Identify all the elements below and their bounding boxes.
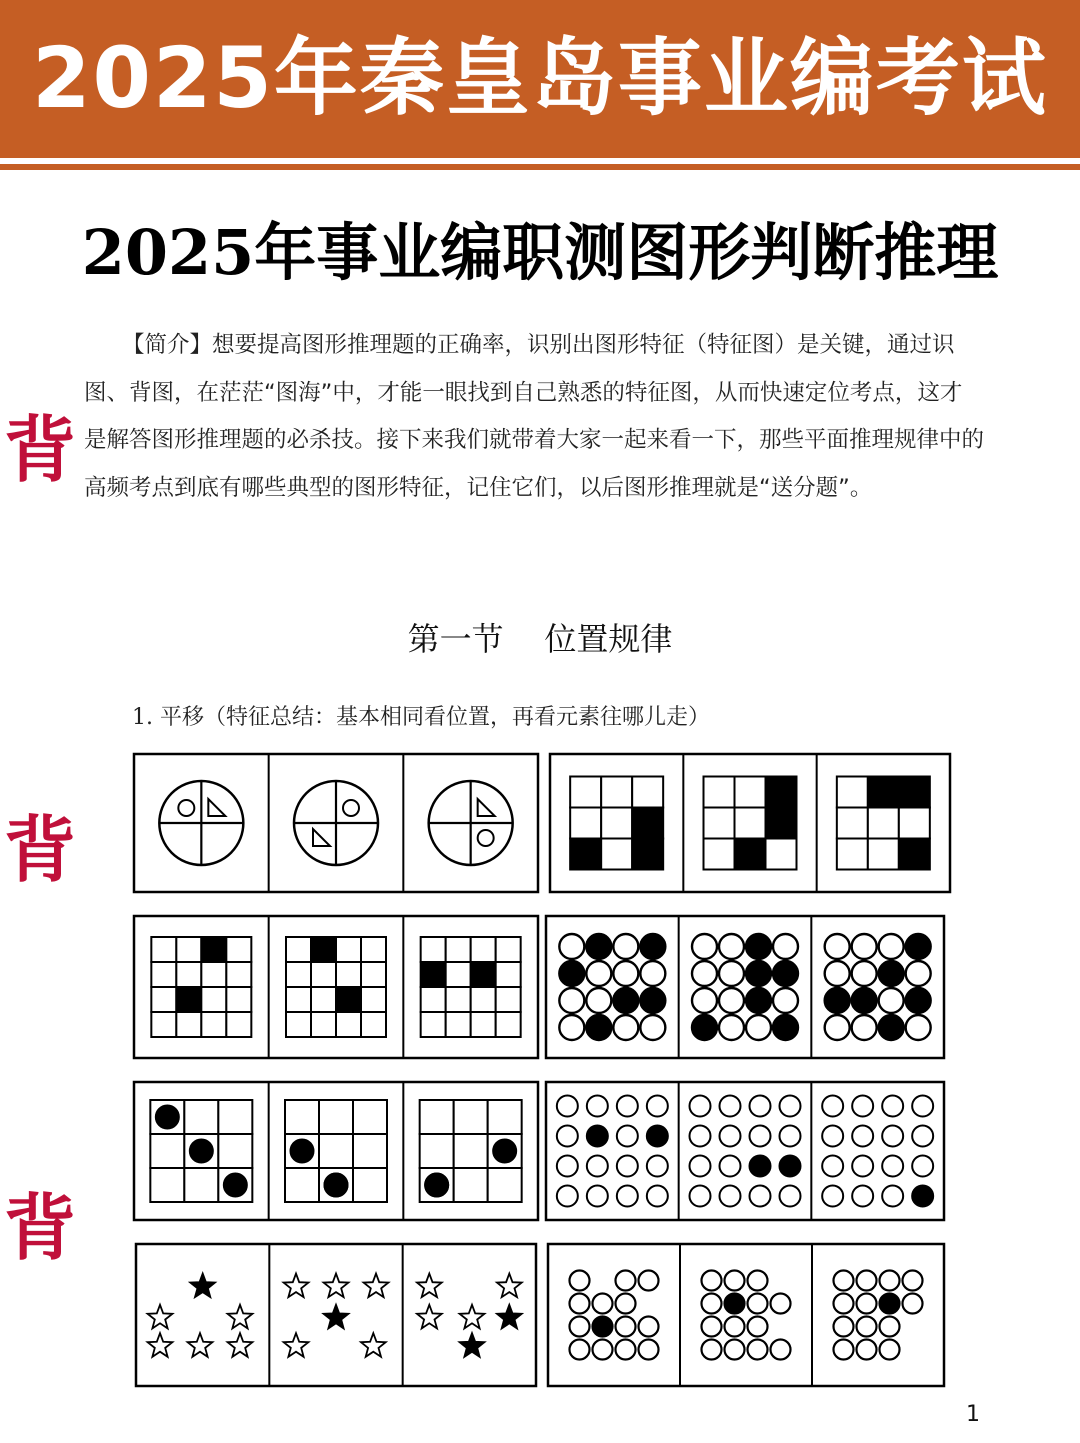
matrix-circle [773, 961, 798, 986]
matrix-circle [746, 988, 771, 1013]
pattern-circle [903, 1294, 923, 1314]
matrix-circle [719, 934, 744, 959]
matrix-circle [692, 934, 717, 959]
grid-dot [155, 1105, 179, 1129]
matrix-circle [746, 961, 771, 986]
dot-grid-cell [150, 1134, 184, 1168]
four-grid-cell [361, 1012, 386, 1037]
dot-circle [720, 1096, 741, 1117]
block-grid-cell [632, 808, 663, 839]
star [188, 1333, 213, 1357]
pattern-circle [725, 1294, 745, 1314]
matrix-circle [825, 961, 850, 986]
document-title: 2025年事业编职测图形判断推理 [81, 216, 999, 289]
pattern-circle [593, 1340, 613, 1360]
small-circle [343, 800, 359, 816]
matrix-circle [825, 934, 850, 959]
pattern-circle [639, 1317, 659, 1337]
matrix-circle [906, 934, 931, 959]
dot-grid-cell [488, 1168, 522, 1202]
four-grid-cell [496, 962, 521, 987]
matrix-circle [586, 934, 611, 959]
block-grid-cell [570, 777, 601, 808]
matrix-circle [879, 1015, 904, 1040]
matrix-circle [852, 1015, 877, 1040]
banner-title: 2025年秦皇岛事业编考试 [32, 29, 1048, 127]
star [228, 1333, 253, 1357]
dot-grid-cell [184, 1168, 218, 1202]
pattern-circle [725, 1317, 745, 1337]
dot-circle [617, 1186, 638, 1207]
grid-dot [189, 1139, 213, 1163]
matrix-circle [719, 988, 744, 1013]
dot-grid-cell [420, 1134, 454, 1168]
four-grid-cell [496, 987, 521, 1012]
four-grid-cell [311, 962, 336, 987]
matrix-circle [640, 934, 665, 959]
dot-circle [780, 1186, 801, 1207]
star [228, 1305, 253, 1329]
four-grid-cell [286, 1012, 311, 1037]
pattern-circle [570, 1340, 590, 1360]
star [497, 1305, 522, 1329]
block-grid-cell [766, 777, 797, 808]
block-grid-cell [570, 808, 601, 839]
dot-circle [647, 1096, 668, 1117]
pattern-circle [857, 1271, 877, 1291]
star [497, 1274, 522, 1298]
matrix-circle [852, 961, 877, 986]
dot-circle [750, 1156, 771, 1177]
dot-circle [780, 1096, 801, 1117]
block-grid-cell [899, 839, 930, 870]
block-grid-cell [704, 808, 735, 839]
pattern-circle [748, 1317, 768, 1337]
panel-dot-grids [134, 1082, 538, 1220]
four-grid-cell [336, 962, 361, 987]
four-grid-cell [176, 987, 201, 1012]
dot-circle [587, 1186, 608, 1207]
dot-grid-cell [488, 1100, 522, 1134]
dot-grid-cell [218, 1134, 252, 1168]
dot-circle [587, 1096, 608, 1117]
pattern-circle [570, 1317, 590, 1337]
matrix-circle [825, 1015, 850, 1040]
dot-grid-cell [353, 1168, 387, 1202]
dot-circle [587, 1126, 608, 1147]
dot-circle [690, 1156, 711, 1177]
pattern-circle [880, 1271, 900, 1291]
pattern-circle [593, 1317, 613, 1337]
matrix-circle [559, 961, 584, 986]
star [284, 1274, 309, 1298]
pattern-circle [880, 1317, 900, 1337]
panel-circle-patterns [548, 1244, 944, 1386]
dot-grid-cell [285, 1168, 319, 1202]
grid-dot [493, 1139, 517, 1163]
dot-circle [617, 1156, 638, 1177]
matrix-circle [640, 961, 665, 986]
four-grid-cell [226, 1012, 251, 1037]
dot-circle [912, 1096, 933, 1117]
four-grid-cell [446, 1012, 471, 1037]
block-grid-cell [766, 808, 797, 839]
four-grid-cell [311, 1012, 336, 1037]
dot-grid-cell [184, 1100, 218, 1134]
pattern-circle [593, 1294, 613, 1314]
matrix-circle [613, 1015, 638, 1040]
block-grid-cell [632, 777, 663, 808]
matrix-circle [559, 1015, 584, 1040]
dot-circle [647, 1126, 668, 1147]
four-grid-cell [446, 962, 471, 987]
block-grid-cell [601, 839, 632, 870]
four-grid-cell [201, 937, 226, 962]
star [148, 1333, 173, 1357]
star [417, 1305, 442, 1329]
matrix-circle [559, 988, 584, 1013]
dot-circle [557, 1156, 578, 1177]
dot-circle [690, 1126, 711, 1147]
dot-circle [617, 1126, 638, 1147]
matrix-circle [879, 961, 904, 986]
grid-dot [290, 1139, 314, 1163]
matrix-circle [746, 934, 771, 959]
star [460, 1305, 485, 1329]
dot-grid-cell [420, 1100, 454, 1134]
block-grid-cell [632, 839, 663, 870]
item-title: 1. 平移（特征总结：基本相同看位置，再看元素往哪儿走） [132, 705, 710, 730]
star [417, 1274, 442, 1298]
four-grid-cell [151, 987, 176, 1012]
four-grid-cell [201, 987, 226, 1012]
four-grid-cell [336, 987, 361, 1012]
dot-circle [882, 1096, 903, 1117]
dot-grid-cell [353, 1134, 387, 1168]
four-grid-cell [226, 987, 251, 1012]
block-grid-cell [868, 839, 899, 870]
panel-circle-patterns-frame [548, 1244, 944, 1386]
dot-grid-cell [454, 1100, 488, 1134]
dot-circle [882, 1126, 903, 1147]
matrix-circle [719, 961, 744, 986]
dot-circle [750, 1186, 771, 1207]
dot-grid-cell [454, 1168, 488, 1202]
panel-dot-circles [546, 1082, 944, 1220]
four-grid-cell [201, 1012, 226, 1037]
matrix-circle [879, 988, 904, 1013]
dot-circle [720, 1156, 741, 1177]
matrix-circle [906, 1015, 931, 1040]
dot-circle [852, 1096, 873, 1117]
four-grid-cell [446, 987, 471, 1012]
matrix-circle [692, 961, 717, 986]
four-grid-cell [421, 937, 446, 962]
pattern-circle [857, 1340, 877, 1360]
matrix-circle [852, 988, 877, 1013]
pattern-circle [616, 1317, 636, 1337]
panel-stars [136, 1244, 536, 1386]
four-grid-cell [446, 937, 471, 962]
pattern-circle [616, 1340, 636, 1360]
four-grid-cell [471, 937, 496, 962]
pattern-circle [725, 1340, 745, 1360]
block-grid-cell [735, 808, 766, 839]
dot-grid-cell [285, 1100, 319, 1134]
four-grid-cell [286, 937, 311, 962]
grid-dot [324, 1173, 348, 1197]
block-grid-cell [837, 777, 868, 808]
intro-paragraph: 【简介】想要提高图形推理题的正确率，识别出图形特征（特征图）是关键，通过识图、背图，在茫茫“图海”中，才能一眼找到自己熟悉的特征图，从而快速定位考点，这才是解答图形推理题的必杀技。接下来我们就带着大家一起来看一下，那些平面推理规律中的高频考点到底有哪些典型的图形特征，记住它们，以后图形推理就是“送分题”。 [84, 332, 985, 501]
dot-grid-cell [218, 1100, 252, 1134]
dot-circle [822, 1156, 843, 1177]
side-mark-1: 背 [4, 407, 77, 492]
four-grid-cell [496, 937, 521, 962]
four-grid-cell [176, 1012, 201, 1037]
pattern-circle [857, 1317, 877, 1337]
dot-grid-cell [319, 1100, 353, 1134]
four-grid-cell [226, 937, 251, 962]
pattern-circle [880, 1294, 900, 1314]
pattern-circle [748, 1271, 768, 1291]
block-grid-cell [601, 777, 632, 808]
four-grid-cell [286, 962, 311, 987]
four-grid-cell [201, 962, 226, 987]
dot-circle [882, 1156, 903, 1177]
four-grid-cell [471, 1012, 496, 1037]
four-grid-cell [151, 937, 176, 962]
panel-block-grids [550, 754, 950, 892]
matrix-circle [773, 1015, 798, 1040]
pattern-circle [639, 1271, 659, 1291]
star [148, 1305, 173, 1329]
block-grid-cell [735, 839, 766, 870]
four-grid-cell [176, 962, 201, 987]
matrix-circle [906, 988, 931, 1013]
matrix-circle [825, 988, 850, 1013]
pattern-circle [771, 1294, 791, 1314]
matrix-circle [613, 961, 638, 986]
dot-circle [822, 1186, 843, 1207]
pattern-circle [639, 1340, 659, 1360]
dot-circle [852, 1186, 873, 1207]
matrix-circle [640, 1015, 665, 1040]
block-grid-cell [766, 839, 797, 870]
pattern-circle [616, 1271, 636, 1291]
dot-circle [882, 1186, 903, 1207]
matrix-circle [586, 961, 611, 986]
four-grid-cell [176, 937, 201, 962]
four-grid-cell [421, 1012, 446, 1037]
block-grid-cell [570, 839, 601, 870]
matrix-circle [640, 988, 665, 1013]
dot-circle [690, 1096, 711, 1117]
pattern-circle [702, 1294, 722, 1314]
four-grid-cell [151, 962, 176, 987]
dot-circle [557, 1186, 578, 1207]
side-mark-2: 背 [4, 807, 77, 892]
side-mark-3: 背 [4, 1185, 77, 1270]
matrix-circle [719, 1015, 744, 1040]
matrix-circle [879, 934, 904, 959]
small-circle [178, 800, 194, 816]
grid-dot [425, 1173, 449, 1197]
matrix-circle [746, 1015, 771, 1040]
star [324, 1305, 349, 1329]
block-grid-cell [899, 777, 930, 808]
dot-circle [720, 1126, 741, 1147]
pattern-circle [702, 1340, 722, 1360]
four-grid-cell [226, 962, 251, 987]
four-grid-cell [311, 937, 336, 962]
pattern-circle [616, 1294, 636, 1314]
section-title: 第一节 位置规律 [407, 620, 673, 658]
panel-four-grids [134, 916, 538, 1058]
block-grid-cell [868, 777, 899, 808]
four-grid-cell [336, 1012, 361, 1037]
pattern-circle [702, 1271, 722, 1291]
dot-circle [690, 1186, 711, 1207]
dot-circle [557, 1096, 578, 1117]
block-grid-cell [704, 777, 735, 808]
four-grid-cell [151, 1012, 176, 1037]
matrix-circle [586, 1015, 611, 1040]
dot-circle [780, 1156, 801, 1177]
four-grid-cell [336, 937, 361, 962]
pattern-circle [880, 1340, 900, 1360]
star [460, 1333, 485, 1357]
grid-dot [223, 1173, 247, 1197]
four-grid-cell [471, 962, 496, 987]
four-grid-cell [361, 937, 386, 962]
pattern-circle [834, 1340, 854, 1360]
block-grid-cell [704, 839, 735, 870]
matrix-circle [773, 988, 798, 1013]
panel-circle-matrix [546, 916, 944, 1058]
star [284, 1333, 309, 1357]
pattern-circle [725, 1271, 745, 1291]
panel-circle-quadrants [134, 754, 538, 892]
small-circle [478, 830, 494, 846]
dot-circle [912, 1186, 933, 1207]
dot-circle [587, 1156, 608, 1177]
star [364, 1274, 389, 1298]
matrix-circle [692, 988, 717, 1013]
four-grid-cell [421, 962, 446, 987]
four-grid-cell [471, 987, 496, 1012]
page-number: 1 [966, 1402, 980, 1427]
four-grid-cell [361, 962, 386, 987]
dot-circle [750, 1096, 771, 1117]
dot-circle [647, 1186, 668, 1207]
dot-circle [750, 1126, 771, 1147]
matrix-circle [559, 934, 584, 959]
dot-circle [780, 1126, 801, 1147]
block-grid-cell [837, 808, 868, 839]
dot-grid-cell [454, 1134, 488, 1168]
matrix-circle [906, 961, 931, 986]
star [361, 1333, 386, 1357]
pattern-circle [834, 1317, 854, 1337]
dot-circle [822, 1126, 843, 1147]
matrix-circle [773, 934, 798, 959]
four-grid-cell [361, 987, 386, 1012]
pattern-circle [570, 1271, 590, 1291]
dot-circle [912, 1126, 933, 1147]
pattern-circle [748, 1340, 768, 1360]
dot-circle [822, 1096, 843, 1117]
block-grid-cell [868, 808, 899, 839]
pattern-circle [903, 1271, 923, 1291]
four-grid-cell [286, 987, 311, 1012]
matrix-circle [586, 988, 611, 1013]
dot-circle [852, 1126, 873, 1147]
dot-circle [647, 1156, 668, 1177]
four-grid-cell [496, 1012, 521, 1037]
pattern-circle [834, 1271, 854, 1291]
pattern-circle [834, 1294, 854, 1314]
dot-grid-cell [319, 1134, 353, 1168]
dot-grid-cell [353, 1100, 387, 1134]
pattern-circle [702, 1317, 722, 1337]
block-grid-cell [837, 839, 868, 870]
matrix-circle [692, 1015, 717, 1040]
matrix-circle [613, 934, 638, 959]
dot-grid-cell [150, 1168, 184, 1202]
dot-circle [557, 1126, 578, 1147]
dot-circle [617, 1096, 638, 1117]
pattern-circle [570, 1294, 590, 1314]
four-grid-cell [311, 987, 336, 1012]
dot-circle [912, 1156, 933, 1177]
matrix-circle [613, 988, 638, 1013]
block-grid-cell [735, 777, 766, 808]
pattern-circle [771, 1340, 791, 1360]
block-grid-cell [899, 808, 930, 839]
star [190, 1274, 215, 1298]
star [324, 1274, 349, 1298]
four-grid-cell [421, 987, 446, 1012]
block-grid-cell [601, 808, 632, 839]
pattern-circle [857, 1294, 877, 1314]
dot-circle [852, 1156, 873, 1177]
dot-circle [720, 1186, 741, 1207]
pattern-circle [748, 1294, 768, 1314]
matrix-circle [852, 934, 877, 959]
